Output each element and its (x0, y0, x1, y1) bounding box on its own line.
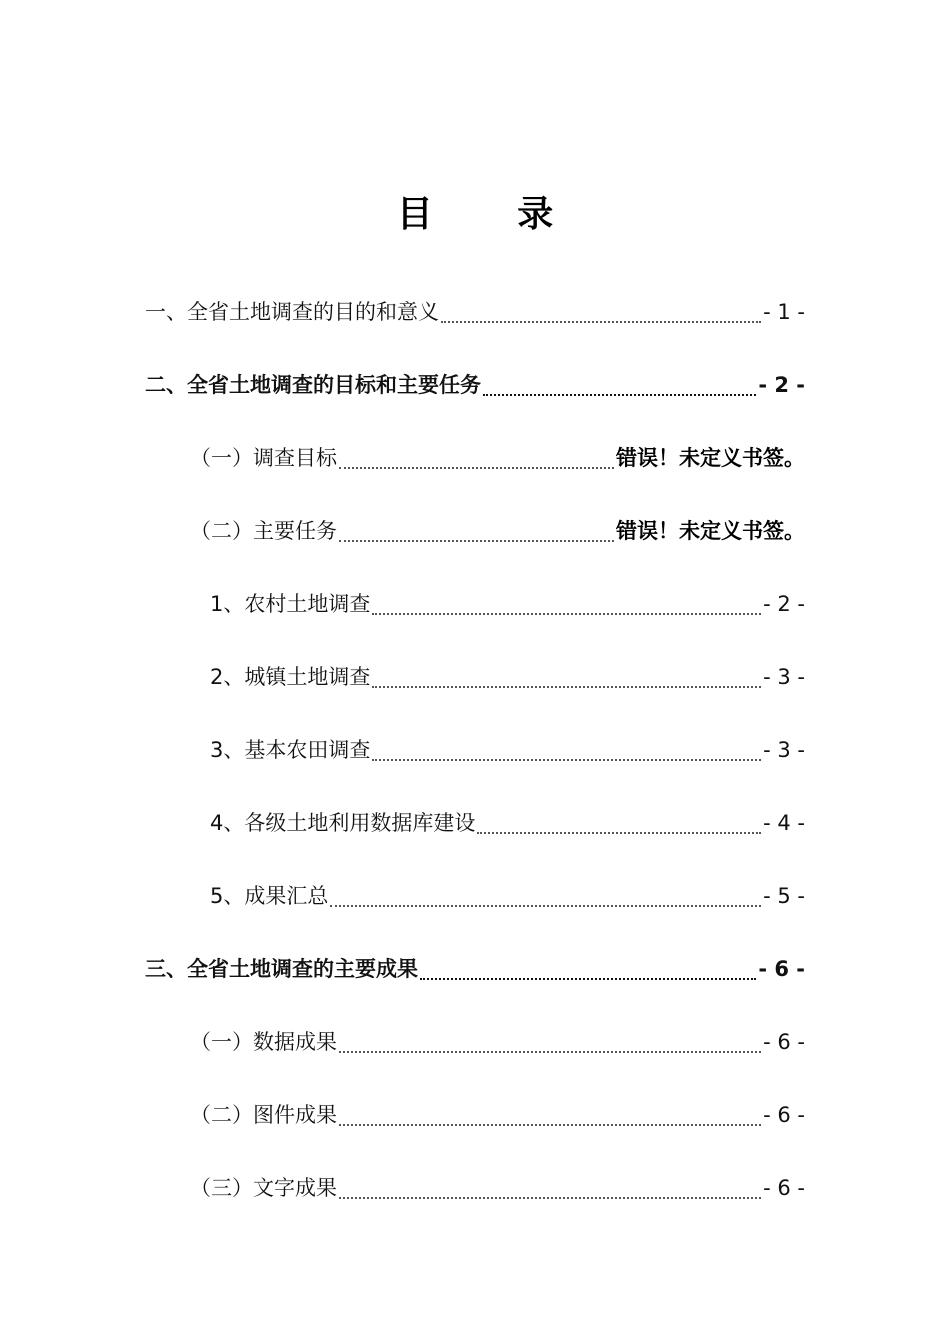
page-title: 目 录 (396, 193, 590, 235)
toc-entry-page: - 2 - (758, 373, 805, 397)
toc-dot-leader (339, 540, 614, 542)
toc-dot-leader (339, 1197, 761, 1199)
toc-entry-text: 3、基本农田调查 (210, 738, 371, 762)
toc-entry-text: （一）数据成果 (190, 1030, 337, 1054)
toc-entry-page: - 6 - (758, 957, 805, 981)
toc-entry-page-error: 错误！未定义书签。 (616, 446, 805, 470)
toc-entry-page: - 6 - (763, 1030, 805, 1054)
toc-dot-leader (441, 321, 761, 323)
toc-dot-leader (477, 832, 761, 834)
toc-entry-text: 5、成果汇总 (210, 884, 329, 908)
toc-entry-3-2[interactable] (190, 1093, 805, 1137)
toc-dot-leader (339, 1124, 761, 1126)
toc-entry-3-1[interactable] (190, 1020, 805, 1064)
toc-entry-text: 2、城镇土地调查 (210, 665, 371, 689)
toc-entry-2-2-4[interactable] (210, 801, 805, 845)
toc-entry-page: - 2 - (763, 592, 805, 616)
toc-entry-page: - 3 - (763, 738, 805, 762)
toc-entry-page: - 6 - (763, 1176, 805, 1200)
toc-entry-text: 三、全省土地调查的主要成果 (145, 957, 418, 981)
toc-dot-leader (339, 1051, 761, 1053)
toc-entry-2-2-1[interactable] (210, 582, 805, 626)
toc-entry-page: - 5 - (763, 884, 805, 908)
toc-entry-2-1[interactable] (190, 436, 805, 480)
toc-entry-text: （二）主要任务 (190, 519, 337, 543)
toc-entry-text: 1、农村土地调查 (210, 592, 371, 616)
toc-entry-text: 4、各级土地利用数据库建设 (210, 811, 476, 835)
toc-entry-page: - 4 - (763, 811, 805, 835)
toc-dot-leader (372, 613, 761, 615)
toc-entry-page-error: 错误！未定义书签。 (616, 519, 805, 543)
toc-entry-2-2-2[interactable] (210, 655, 805, 699)
toc-entry-text: （一）调查目标 (190, 446, 337, 470)
toc-entry-2-2-3[interactable] (210, 728, 805, 772)
toc-entry-page: - 3 - (763, 665, 805, 689)
toc-entry-text: 一、全省土地调查的目的和意义 (145, 300, 439, 324)
toc-dot-leader (483, 394, 756, 396)
toc-entry-text: （二）图件成果 (190, 1103, 337, 1127)
toc-dot-leader (420, 978, 756, 980)
toc-entry-1[interactable] (145, 290, 805, 334)
toc-entry-2-2[interactable] (190, 509, 805, 553)
toc-entry-text: 二、全省土地调查的目标和主要任务 (145, 373, 481, 397)
toc-entry-text: （三）文字成果 (190, 1176, 337, 1200)
toc-entry-3[interactable] (145, 947, 805, 991)
toc-dot-leader (330, 905, 761, 907)
toc-dot-leader (372, 686, 761, 688)
toc-dot-leader (339, 467, 614, 469)
toc-entry-page: - 6 - (763, 1103, 805, 1127)
toc-entry-2-2-5[interactable] (210, 874, 805, 918)
toc-entry-2[interactable] (145, 363, 805, 407)
toc-entry-page: - 1 - (763, 300, 805, 324)
toc-dot-leader (372, 759, 761, 761)
toc-entry-3-3[interactable] (190, 1166, 805, 1210)
